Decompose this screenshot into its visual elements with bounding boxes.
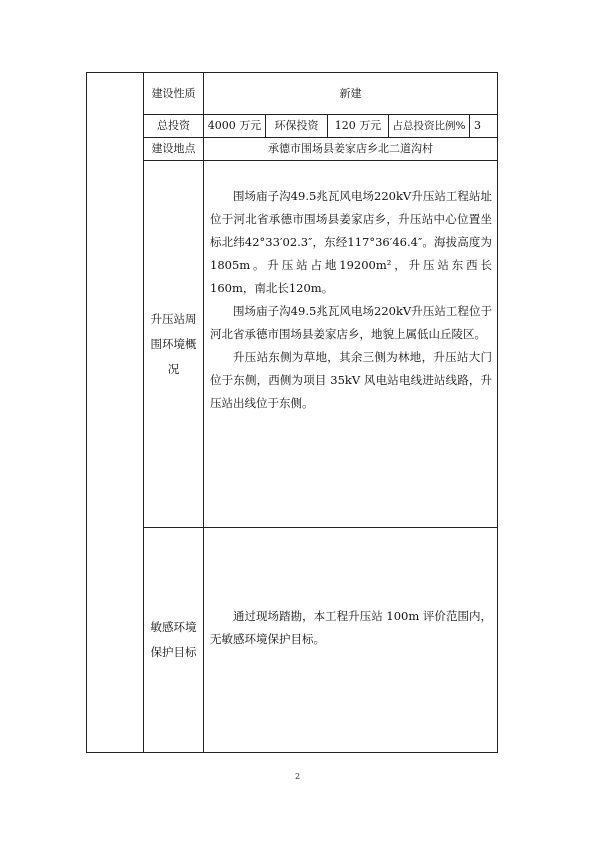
nature-value: 新建	[339, 86, 362, 100]
surroundings-paragraph: 升压站东侧为草地，其余三侧为林地，升压站大门位于东侧，西侧为项目 35kV 风电站电线进站线路，升压站出线位于东侧。	[210, 350, 492, 410]
table-right-border	[497, 72, 498, 753]
surroundings-description	[210, 185, 492, 415]
surroundings-label-line: 况	[167, 361, 180, 376]
total-invest-label: 总投资	[157, 119, 190, 133]
surroundings-paragraph: 围场庙子沟49.5兆瓦风电场220kV升压站工程位于河北省承德市围场县姜家店乡，地貌上属低山丘陵区。	[210, 304, 492, 341]
surroundings-label	[144, 161, 203, 527]
ratio-value: 3	[474, 119, 481, 133]
sensitive-label	[144, 528, 203, 752]
table-bottom-border	[86, 752, 498, 753]
sensitive-label-line: 保护目标	[150, 645, 197, 659]
surroundings-label-line: 升压站周	[150, 311, 197, 326]
sensitive-label-line: 敏感环境	[150, 620, 197, 634]
sensitive-label-text	[151, 615, 197, 665]
rule-label-column-right	[203, 72, 204, 753]
ratio-label: 占总投资比例%	[392, 119, 466, 132]
surroundings-label-line: 围环境概	[150, 336, 197, 351]
location-label: 建设地点	[151, 142, 196, 156]
surroundings-paragraph: 围场庙子沟49.5兆瓦风电场220kV升压站工程站址位于河北省承德市围场县姜家店乡，升压站中心位置坐标北纬42°33′02.3″，东经117°36′46.4″。海拔高度为1805m。升压站占地19200m²，升压站东西长160m，南北长120m。	[210, 189, 492, 295]
sensitive-paragraph: 通过现场踏勘，本工程升压站 100m 评价范围内，无敏感环境保护目标。	[210, 609, 492, 646]
sensitive-description	[210, 605, 492, 651]
location-value: 承德市围场县姜家店乡北二道沟村	[268, 142, 433, 156]
page-number: 2	[294, 772, 301, 781]
total-invest-value: 4000 万元	[207, 119, 262, 133]
env-invest-label: 环保投资	[274, 119, 319, 133]
table-left-border	[86, 72, 87, 753]
env-invest-value: 120 万元	[334, 119, 382, 133]
surroundings-label-text	[151, 307, 197, 382]
nature-label: 建设性质	[151, 86, 196, 100]
